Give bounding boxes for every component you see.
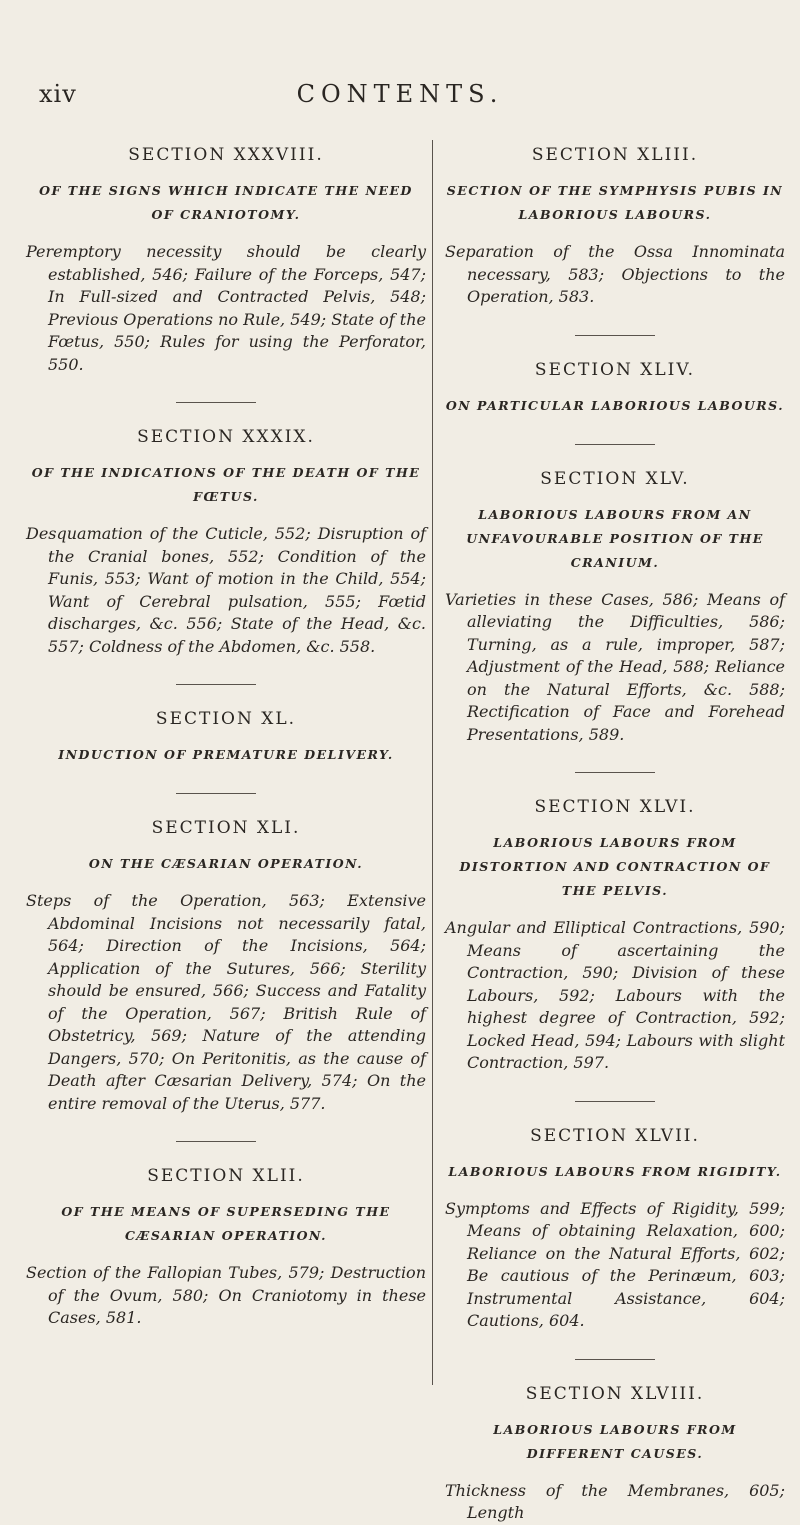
section-subtitle: ON PARTICULAR LABORIOUS LABOURS. [445,397,785,413]
section-subtitle: LABORIOUS LABOURS FROM DIFFERENT CAUSES. [493,1421,737,1461]
section-body: Peremptory necessity should be clearly established, 546; Failure of the Forceps, 547; In Full-sized and Contracted Pelvis, 548; Previous Operations no Rule, 549; State of the Fœtus, 550; Rules for using the Perforator, 550. [26,242,426,374]
section-xxxviii [26,145,426,376]
section-subtitle: LABORIOUS LABOURS FROM RIGIDITY. [448,1163,782,1179]
section-xlv [445,469,785,747]
section-subtitle: OF THE MEANS OF SUPERSEDING THE CÆSARIAN OPERATION. [61,1204,391,1243]
section-body: Symptoms and Effects of Rigidity, 599; Means of obtaining Relaxation, 600; Reliance on the Natural Efforts, 602; Be cautious of the Perinæum, 603; Instrumental Assistance, 604; Cautions, 604. [445,1198,785,1330]
section-title: SECTION XLVIII. [525,1383,705,1404]
section-subtitle: LABORIOUS LABOURS FROM DISTORTION AND CONTRACTION OF THE PELVIS. [459,835,771,898]
section-xli [26,818,426,1115]
section-rule [176,793,256,794]
section-subtitle: SECTION OF THE SYMPHYSIS PUBIS IN LABORIOUS LABOURS. [446,183,784,222]
section-body: Thickness of the Membranes, 605; Length [445,1480,785,1522]
page-number: xiv [39,80,77,108]
column-divider [432,140,433,1385]
section-rule [575,772,655,773]
right-column [445,145,785,1525]
section-rule [176,684,256,685]
section-xlvi [445,797,785,1075]
section-title: SECTION XXXVIII. [128,145,324,165]
section-subtitle: INDUCTION OF PREMATURE DELIVERY. [58,747,394,762]
section-title: SECTION XLVI. [534,797,696,817]
section-title: SECTION XXXIX. [137,427,315,447]
section-rule [575,444,655,445]
section-body: Steps of the Operation, 563; Extensive Abdominal Incisions not necessarily fatal, 564; Direction of the Incisions, 564; Application of the Sutures, 566; Sterility should be ensured, 566; Success and Fatality of the Operation, 567; British Rule of Obstetricy, 569; Nature of the attending Dangers, 570; On Peritonitis, as the cause of Death after Cæsarian Delivery, 574; On the entire removal of the Uterus, 577. [26,891,426,1113]
section-body: Varieties in these Cases, 586; Means of alleviating the Difficulties, 586; Turning, as a rule, improper, 587; Adjustment of the Head, 588; Reliance on the Natural Efforts, &c. 588; Rectification of Face and Forehead Presentations, 589. [445,589,785,744]
section-title: SECTION XLI. [151,818,301,838]
section-body: Separation of the Ossa Innominata necessary, 583; Objections to the Operation, 583. [445,242,785,306]
section-xlii [26,1166,426,1330]
section-rule [176,1141,256,1142]
section-title: SECTION XLIV. [534,359,696,380]
section-xxxix [26,427,426,658]
section-xlvii [445,1126,785,1333]
section-title: SECTION XL. [155,709,297,729]
section-body: Section of the Fallopian Tubes, 579; Destruction of the Ovum, 580; On Craniotomy in these Cases, 581. [26,1263,426,1327]
section-body: Desquamation of the Cuticle, 552; Disruption of the Cranial bones, 552; Condition of the Funis, 553; Want of motion in the Child, 554; Want of Cerebral pulsation, 555; Fœtid discharges, &c. 556; State of the Head, &c. 557; Coldness of the Abdomen, &c. 558. [26,524,426,656]
section-title: SECTION XLVII. [530,1125,700,1146]
section-title: SECTION XLV. [540,468,690,489]
section-rule [575,335,655,336]
section-body: Angular and Elliptical Contractions, 590; Means of ascertaining the Contraction, 590; Division of these Labours, 592; Labours with the highest degree of Contraction, 592; Locked Head, 594; Labours with slight Contraction, 597. [445,918,785,1072]
running-head: CONTENTS. [296,80,504,108]
section-title: SECTION XLII. [147,1166,305,1186]
section-subtitle: ON THE CÆSARIAN OPERATION. [88,856,364,871]
section-title: SECTION XLIII. [531,145,699,165]
section-subtitle: OF THE INDICATIONS OF THE DEATH OF THE FŒTUS. [31,465,421,504]
section-xlviii [445,1384,785,1525]
section-xliii [445,145,785,309]
section-subtitle: LABORIOUS LABOURS FROM AN UNFAVOURABLE POSITION OF THE CRANIUM. [466,506,764,570]
left-column [26,145,426,1330]
section-rule [575,1359,655,1360]
section-rule [176,402,256,403]
section-xliv [445,360,785,418]
section-subtitle: OF THE SIGNS WHICH INDICATE THE NEED OF CRANIOTOMY. [39,183,413,222]
section-rule [575,1101,655,1102]
section-xl [26,709,426,767]
